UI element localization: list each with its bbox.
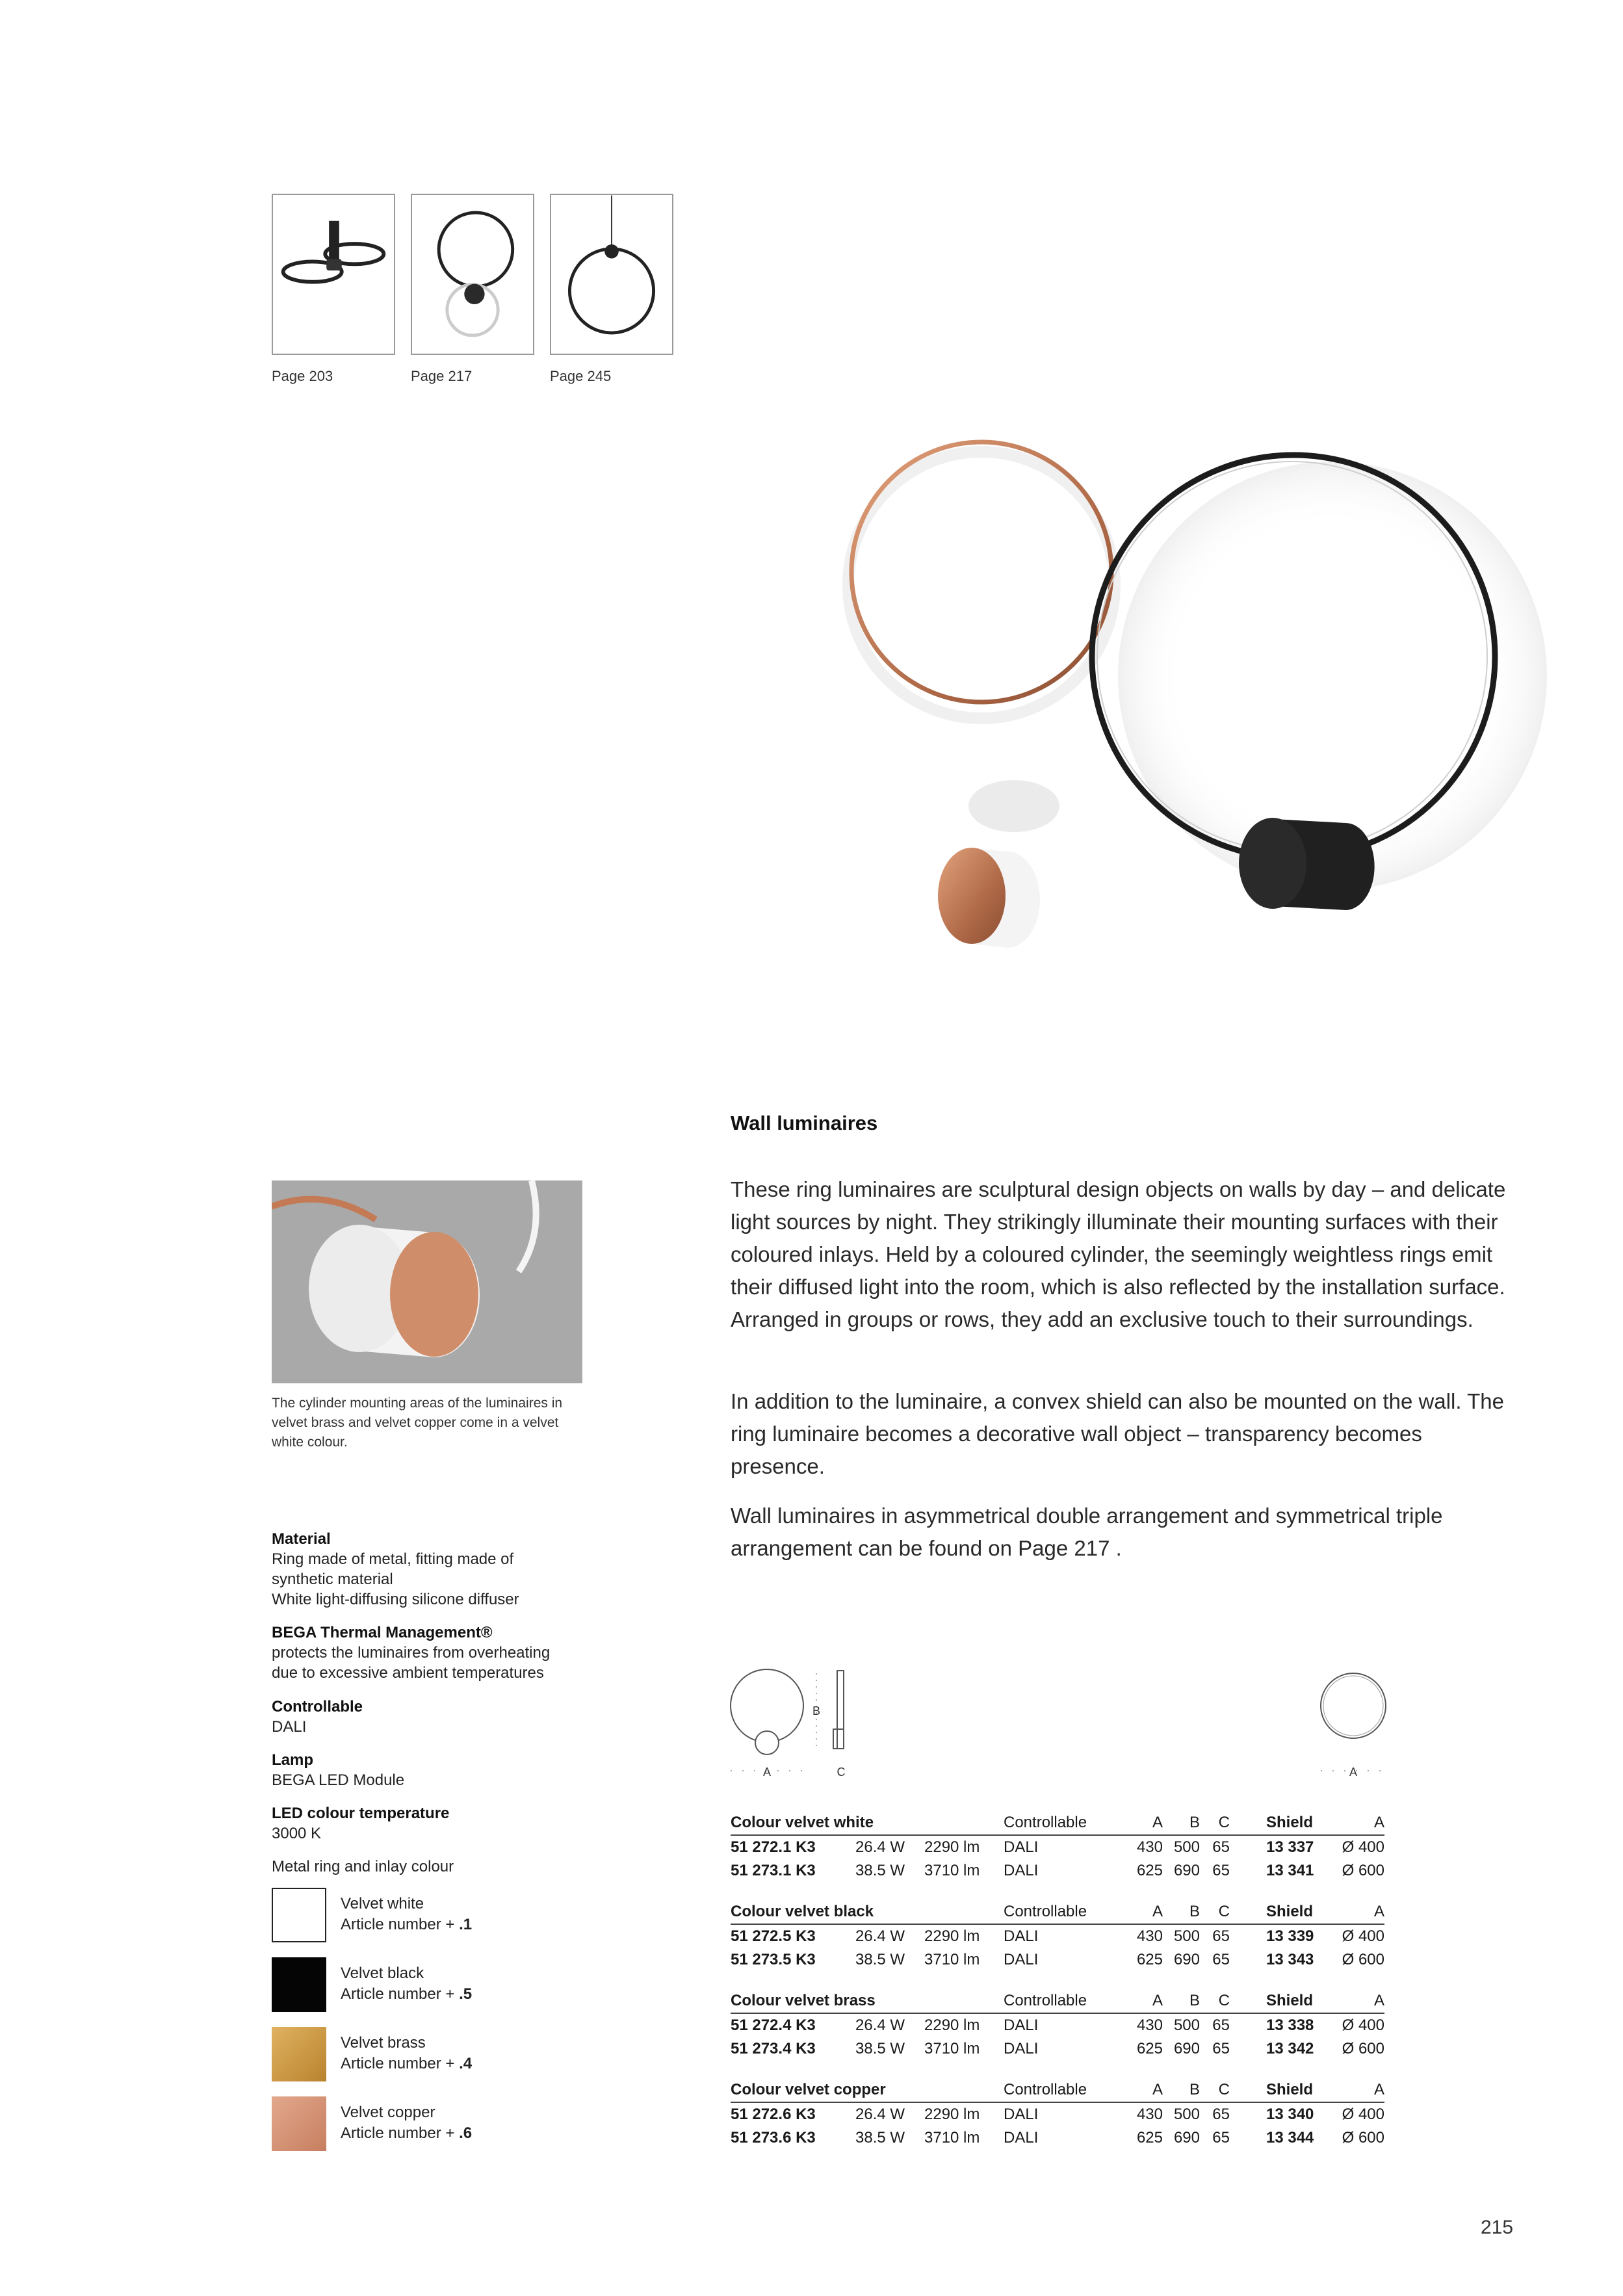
- shield-diameter: Ø 600: [1342, 1862, 1384, 1879]
- article-number: 51 272.5 K3: [731, 1927, 816, 1945]
- control-type: DALI: [1004, 1838, 1039, 1856]
- description-paragraph-1: These ring luminaires are sculptural design objects on walls by day – and delicate light sources by night. They strikingly illuminate their mounting surfaces with their coloured inlays. Held by a coloured cylinder, the seemingly weightless rings emit their diffused light into the room, which is also reflected by the installation surface. Arranged in groups or rows, they add an exclusive touch to their surroundings.: [731, 1177, 1506, 1331]
- shield-diameter: Ø 400: [1342, 2016, 1384, 2034]
- article-number: 51 272.1 K3: [731, 1838, 816, 1856]
- article-suffix: .1: [459, 1916, 473, 1933]
- header-controllable: Controllable: [1004, 1992, 1087, 2009]
- description-paragraph-2: In addition to the luminaire, a convex shield can also be mounted on the wall. The ring luminaire becomes a decorative wall object – transparency becomes presence.: [731, 1389, 1504, 1478]
- dimension-c: 65: [1212, 2040, 1230, 2057]
- header-shield-a: A: [1373, 1814, 1384, 1831]
- detail-caption: The cylinder mounting areas of the luminaires in velvet brass and velvet copper come in a velvet white colour.: [272, 1396, 563, 1450]
- dimension-c: 65: [1212, 1838, 1230, 1856]
- spec-thermal-management: [272, 1623, 610, 1683]
- header-shield-a: A: [1373, 2081, 1384, 2098]
- header-c: C: [1218, 1814, 1230, 1831]
- article-number: 51 273.5 K3: [731, 1951, 816, 1968]
- dimension-a: 625: [1136, 2129, 1163, 2146]
- page-number: 215: [1481, 2217, 1514, 2238]
- shield-article: 13 337: [1266, 1838, 1314, 1856]
- spec-line: protects the luminaires from overheating: [272, 1644, 551, 1662]
- group-name: Colour velvet black: [731, 1903, 874, 1920]
- swatch-velvet-black: [272, 1957, 326, 2012]
- control-type: DALI: [1004, 2129, 1039, 2146]
- luminous-flux: 2290 lm: [924, 2016, 980, 2034]
- dimension-c: 65: [1212, 2016, 1230, 2034]
- header-c: C: [1218, 1903, 1230, 1920]
- reference-caption-3: Page 245: [550, 368, 612, 384]
- luminaire-dimension-diagram: [727, 1664, 876, 1788]
- header-shield-a: A: [1373, 1992, 1384, 2009]
- header-shield: Shield: [1266, 1814, 1314, 1831]
- spec-line: synthetic material: [272, 1571, 393, 1588]
- header-a: A: [1152, 1992, 1163, 2009]
- swatch-name: Velvet black: [341, 1964, 424, 1982]
- wattage: 26.4 W: [855, 1838, 905, 1856]
- swatch-name: Velvet copper: [341, 2104, 435, 2121]
- dimension-b: 500: [1173, 2016, 1200, 2034]
- spec-label: LED colour temperature: [272, 1805, 450, 1822]
- spec-line: 3000 K: [272, 1825, 322, 1842]
- table-row: [731, 2103, 1384, 2126]
- spec-lamp: [272, 1750, 610, 1790]
- article-suffix: .6: [459, 2124, 473, 2142]
- header-controllable: Controllable: [1004, 2081, 1087, 2098]
- wattage: 26.4 W: [855, 2016, 905, 2034]
- product-group: [731, 1903, 1384, 1972]
- ceiling-ring-luminaire-image: [273, 195, 394, 354]
- swatch-label-brass: [341, 2033, 472, 2074]
- luminous-flux: 3710 lm: [924, 2040, 980, 2057]
- header-b: B: [1189, 1814, 1200, 1831]
- header-b: B: [1189, 2081, 1200, 2098]
- group-name: Colour velvet white: [731, 1814, 874, 1831]
- control-type: DALI: [1004, 1862, 1039, 1879]
- shield-diameter: Ø 400: [1342, 1927, 1384, 1945]
- dimension-b: 690: [1173, 1862, 1200, 1879]
- dimension-a: 625: [1136, 2040, 1163, 2057]
- table-row: [731, 2014, 1384, 2037]
- reference-thumbnail-3[interactable]: [550, 194, 673, 355]
- spec-line: DALI: [272, 1718, 307, 1736]
- spec-line: BEGA LED Module: [272, 1771, 405, 1789]
- header-b: B: [1189, 1992, 1200, 2009]
- shield-article: 13 338: [1266, 2016, 1314, 2034]
- swatch-velvet-white: [272, 1888, 326, 1942]
- shield-diameter: Ø 600: [1342, 2040, 1384, 2057]
- swatch-name: Velvet brass: [341, 2034, 426, 2052]
- section-title: Wall luminaires: [731, 1112, 878, 1134]
- table-row: [731, 1859, 1384, 1883]
- header-shield: Shield: [1266, 1903, 1314, 1920]
- dimension-a: 430: [1136, 1927, 1163, 1945]
- swatch-name: Velvet white: [341, 1895, 424, 1912]
- group-header: [731, 1814, 1384, 1836]
- dimension-b-label: B: [812, 1704, 821, 1717]
- reference-caption-1: Page 203: [272, 368, 333, 384]
- dimension-b: 690: [1173, 2129, 1200, 2146]
- luminous-flux: 2290 lm: [924, 2106, 980, 2123]
- article-suffix: .5: [459, 1985, 473, 2003]
- control-type: DALI: [1004, 2016, 1039, 2034]
- article-suffix: .4: [459, 2055, 473, 2072]
- dimension-b: 690: [1173, 2040, 1200, 2057]
- control-type: DALI: [1004, 1951, 1039, 1968]
- shield-diameter: Ø 600: [1342, 1951, 1384, 1968]
- luminous-flux: 2290 lm: [924, 1838, 980, 1856]
- header-a: A: [1152, 2081, 1163, 2098]
- luminous-flux: 3710 lm: [924, 1862, 980, 1879]
- header-controllable: Controllable: [1004, 1903, 1087, 1920]
- shield-article: 13 340: [1266, 2106, 1314, 2123]
- dimension-a: 430: [1136, 2016, 1163, 2034]
- article-prefix: Article number +: [341, 2124, 460, 2142]
- group-header: [731, 1903, 1384, 1925]
- dimension-b: 500: [1173, 2106, 1200, 2123]
- dimension-c-label: C: [837, 1766, 846, 1779]
- header-a: A: [1152, 1814, 1163, 1831]
- table-row: [731, 1836, 1384, 1859]
- article-prefix: Article number +: [341, 1985, 460, 2003]
- group-header: [731, 2081, 1384, 2103]
- spec-label: Controllable: [272, 1698, 363, 1715]
- table-row: [731, 1948, 1384, 1972]
- spec-led-colour-temperature: [272, 1803, 610, 1844]
- dimension-a: 430: [1136, 1838, 1163, 1856]
- spec-controllable: [272, 1697, 610, 1737]
- article-prefix: Article number +: [341, 2055, 460, 2072]
- group-name: Colour velvet brass: [731, 1992, 876, 2009]
- hero-product-image: [708, 351, 1623, 1053]
- table-row: [731, 1925, 1384, 1948]
- article-number: 51 273.1 K3: [731, 1862, 816, 1879]
- wattage: 38.5 W: [855, 2129, 905, 2146]
- wattage: 38.5 W: [855, 1862, 905, 1879]
- table-row: [731, 2037, 1384, 2061]
- shield-dimension-a-label: A: [1349, 1766, 1358, 1779]
- spec-label: BEGA Thermal Management®: [272, 1624, 493, 1641]
- wattage: 38.5 W: [855, 2040, 905, 2057]
- product-group: [731, 2081, 1384, 2150]
- wattage: 38.5 W: [855, 1951, 905, 1968]
- dimension-c: 65: [1212, 1927, 1230, 1945]
- cylinder-detail-image: [272, 1181, 582, 1383]
- shield-article: 13 341: [1266, 1862, 1314, 1879]
- product-group: [731, 1992, 1384, 2061]
- shield-article: 13 339: [1266, 1927, 1314, 1945]
- dimension-b: 500: [1173, 1838, 1200, 1856]
- luminous-flux: 2290 lm: [924, 1927, 980, 1945]
- header-b: B: [1189, 1903, 1200, 1920]
- reference-thumbnail-1[interactable]: [272, 194, 395, 355]
- reference-caption-2: Page 217: [411, 368, 473, 384]
- dimension-c: 65: [1212, 1951, 1230, 1968]
- spec-line: White light-diffusing silicone diffuser: [272, 1591, 519, 1608]
- header-shield: Shield: [1266, 1992, 1314, 2009]
- article-number: 51 273.4 K3: [731, 2040, 816, 2057]
- dimension-a: 625: [1136, 1951, 1163, 1968]
- luminous-flux: 3710 lm: [924, 2129, 980, 2146]
- dimension-c: 65: [1212, 2106, 1230, 2123]
- luminous-flux: 3710 lm: [924, 1951, 980, 1968]
- dimension-c: 65: [1212, 2129, 1230, 2146]
- dimension-a: 430: [1136, 2106, 1163, 2123]
- shield-diameter: Ø 400: [1342, 1838, 1384, 1856]
- article-number: 51 272.6 K3: [731, 2106, 816, 2123]
- dimension-c: 65: [1212, 1862, 1230, 1879]
- wattage: 26.4 W: [855, 2106, 905, 2123]
- header-controllable: Controllable: [1004, 1814, 1087, 1831]
- article-number: 51 272.4 K3: [731, 2016, 816, 2034]
- header-shield-a: A: [1373, 1903, 1384, 1920]
- dimension-a: 625: [1136, 1862, 1163, 1879]
- header-shield: Shield: [1266, 2081, 1314, 2098]
- pendant-ring-luminaire-image: [551, 195, 672, 354]
- spec-material: [272, 1529, 610, 1610]
- swatch-velvet-brass: [272, 2027, 326, 2081]
- swatch-label-black: [341, 1963, 472, 2005]
- control-type: DALI: [1004, 2040, 1039, 2057]
- shield-article: 13 343: [1266, 1951, 1314, 1968]
- dimension-b: 500: [1173, 1927, 1200, 1945]
- control-type: DALI: [1004, 2106, 1039, 2123]
- article-number: 51 273.6 K3: [731, 2129, 816, 2146]
- header-c: C: [1218, 2081, 1230, 2098]
- dimension-a-label: A: [762, 1766, 772, 1779]
- group-name: Colour velvet copper: [731, 2081, 886, 2098]
- dimension-b: 690: [1173, 1951, 1200, 1968]
- spec-label: Lamp: [272, 1751, 314, 1769]
- description-paragraph-3: Wall luminaires in asymmetrical double arrangement and symmetrical triple arrangement can be found on Page 217 .: [731, 1504, 1443, 1560]
- product-group: [731, 1814, 1384, 1883]
- reference-thumbnail-2[interactable]: [411, 194, 534, 355]
- swatch-label-copper: [341, 2102, 472, 2144]
- double-ring-wall-luminaire-image: [412, 195, 533, 354]
- shield-diameter: Ø 600: [1342, 2129, 1384, 2146]
- header-c: C: [1218, 1992, 1230, 2009]
- swatch-velvet-copper: [272, 2096, 326, 2151]
- spec-line: Ring made of metal, fitting made of: [272, 1550, 514, 1568]
- colour-heading: Metal ring and inlay colour: [272, 1858, 454, 1875]
- shield-diameter: Ø 400: [1342, 2106, 1384, 2123]
- swatch-label-white: [341, 1894, 472, 1935]
- group-header: [731, 1992, 1384, 2014]
- spec-label: Material: [272, 1530, 331, 1548]
- shield-dimension-diagram: [1308, 1664, 1399, 1788]
- wattage: 26.4 W: [855, 1927, 905, 1945]
- header-a: A: [1152, 1903, 1163, 1920]
- shield-article: 13 342: [1266, 2040, 1314, 2057]
- control-type: DALI: [1004, 1927, 1039, 1945]
- shield-article: 13 344: [1266, 2129, 1314, 2146]
- article-prefix: Article number +: [341, 1916, 460, 1933]
- table-row: [731, 2126, 1384, 2150]
- spec-line: due to excessive ambient temperatures: [272, 1664, 544, 1682]
